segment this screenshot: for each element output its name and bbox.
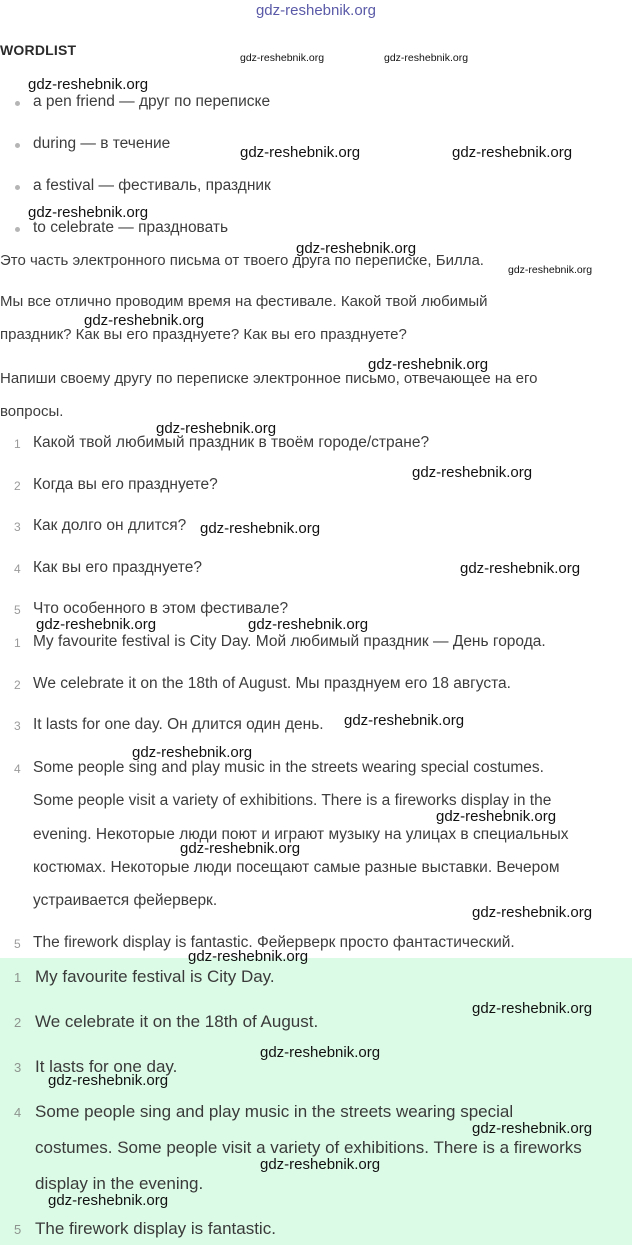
list-bullet	[15, 101, 20, 106]
question-text: Как вы его празднуете?	[33, 559, 202, 576]
translation-line: evening. Некоторые люди поют и играют музыку на улицах в специальных	[33, 826, 569, 843]
translation-number: 5	[14, 937, 21, 951]
watermark: gdz-reshebnik.org	[248, 616, 369, 633]
answer-number: 4	[14, 1105, 22, 1120]
task-intro: Это часть электронного письма от твоего друга по переписке, Билла.	[0, 252, 484, 269]
watermark: gdz-reshebnik.org	[508, 264, 593, 276]
list-bullet	[15, 185, 20, 190]
translation-line: Some people sing and play music in the streets wearing special costumes.	[33, 759, 544, 776]
watermark: gdz-reshebnik.org	[36, 616, 157, 633]
watermark: gdz-reshebnik.org	[48, 1192, 169, 1209]
watermark: gdz-reshebnik.org	[240, 52, 325, 64]
answer-line: We celebrate it on the 18th of August.	[35, 1012, 319, 1031]
question-text: Что особенного в этом фестивале?	[33, 600, 289, 617]
translation-line: устраивается фейерверк.	[33, 892, 218, 909]
watermark: gdz-reshebnik.org	[28, 204, 149, 221]
answer-number: 2	[14, 1015, 22, 1030]
translation-number: 2	[14, 678, 21, 692]
answer-line: display in the evening.	[35, 1174, 204, 1193]
translation-line: The firework display is fantastic. Фейерверк просто фантастический.	[33, 934, 515, 951]
watermark: gdz-reshebnik.org	[180, 840, 301, 857]
question-number: 3	[14, 520, 21, 534]
answer-number: 1	[14, 970, 22, 985]
watermark: gdz-reshebnik.org	[436, 808, 557, 825]
watermark: gdz-reshebnik.org	[368, 356, 489, 373]
watermark: gdz-reshebnik.org	[460, 560, 581, 577]
watermark: gdz-reshebnik.org	[472, 1120, 593, 1137]
watermark: gdz-reshebnik.org	[260, 1156, 381, 1173]
translation-line: It lasts for one day. Он длится один день.	[33, 716, 324, 733]
watermark: gdz-reshebnik.org	[240, 144, 361, 161]
watermark: gdz-reshebnik.org	[84, 312, 205, 329]
translation-number: 3	[14, 719, 21, 733]
answer-line: costumes. Some people visit a variety of exhibitions. There is a fireworks	[35, 1138, 582, 1157]
answer-line: Some people sing and play music in the streets wearing special	[35, 1102, 514, 1121]
email-text-line: праздник? Как вы его празднуете? Как вы его празднуете?	[0, 326, 407, 343]
translation-line: костюмах. Некоторые люди посещают самые разные выставки. Вечером	[33, 859, 560, 876]
translation-line: We celebrate it on the 18th of August. Мы празднуем его 18 августа.	[33, 675, 511, 692]
answer-number: 3	[14, 1060, 22, 1075]
watermark: gdz-reshebnik.org	[156, 420, 277, 437]
answer-number: 5	[14, 1222, 22, 1237]
translation-number: 4	[14, 762, 21, 776]
watermark: gdz-reshebnik.org	[452, 144, 573, 161]
wordlist-item: a pen friend — друг по переписке	[33, 93, 271, 110]
list-bullet	[15, 143, 20, 148]
translation-line: My favourite festival is City Day. Мой любимый праздник — День города.	[33, 633, 546, 650]
watermark: gdz-reshebnik.org	[296, 240, 417, 257]
answer-line: It lasts for one day.	[35, 1057, 178, 1076]
wordlist-item: to celebrate — праздновать	[33, 219, 229, 236]
wordlist-heading: WORDLIST	[0, 42, 77, 58]
question-number: 2	[14, 479, 21, 493]
question-text: Какой твой любимый праздник в твоём городе/стране?	[33, 434, 430, 451]
watermark: gdz-reshebnik.org	[472, 904, 593, 921]
email-text-line: Мы все отлично проводим время на фестивале. Какой твой любимый	[0, 293, 488, 310]
watermark: gdz-reshebnik.org	[132, 744, 253, 761]
question-text: Как долго он длится?	[33, 517, 187, 534]
watermark: gdz-reshebnik.org	[384, 52, 469, 64]
watermark: gdz-reshebnik.org	[188, 948, 309, 965]
watermark: gdz-reshebnik.org	[472, 1000, 593, 1017]
wordlist-item: a festival — фестиваль, праздник	[33, 177, 271, 194]
instruction-line: Напиши своему другу по переписке электронное письмо, отвечающее на его	[0, 370, 538, 387]
question-number: 1	[14, 437, 21, 451]
question-number: 4	[14, 562, 21, 576]
wordlist-item: during — в течение	[33, 135, 171, 152]
watermark: gdz-reshebnik.org	[260, 1044, 381, 1061]
answer-line: The firework display is fantastic.	[35, 1219, 276, 1238]
site-header-link[interactable]: gdz-reshebnik.org	[255, 2, 377, 19]
question-text: Когда вы его празднуете?	[33, 476, 218, 493]
translation-line: Some people visit a variety of exhibitions. There is a fireworks display in the	[33, 792, 552, 809]
answer-line: My favourite festival is City Day.	[35, 967, 275, 986]
watermark: gdz-reshebnik.org	[344, 712, 465, 729]
watermark: gdz-reshebnik.org	[200, 520, 321, 537]
question-number: 5	[14, 603, 21, 617]
translation-number: 1	[14, 636, 21, 650]
watermark: gdz-reshebnik.org	[48, 1072, 169, 1089]
watermark: gdz-reshebnik.org	[28, 76, 149, 93]
instruction-line: вопросы.	[0, 403, 64, 420]
watermark: gdz-reshebnik.org	[412, 464, 533, 481]
list-bullet	[15, 227, 20, 232]
